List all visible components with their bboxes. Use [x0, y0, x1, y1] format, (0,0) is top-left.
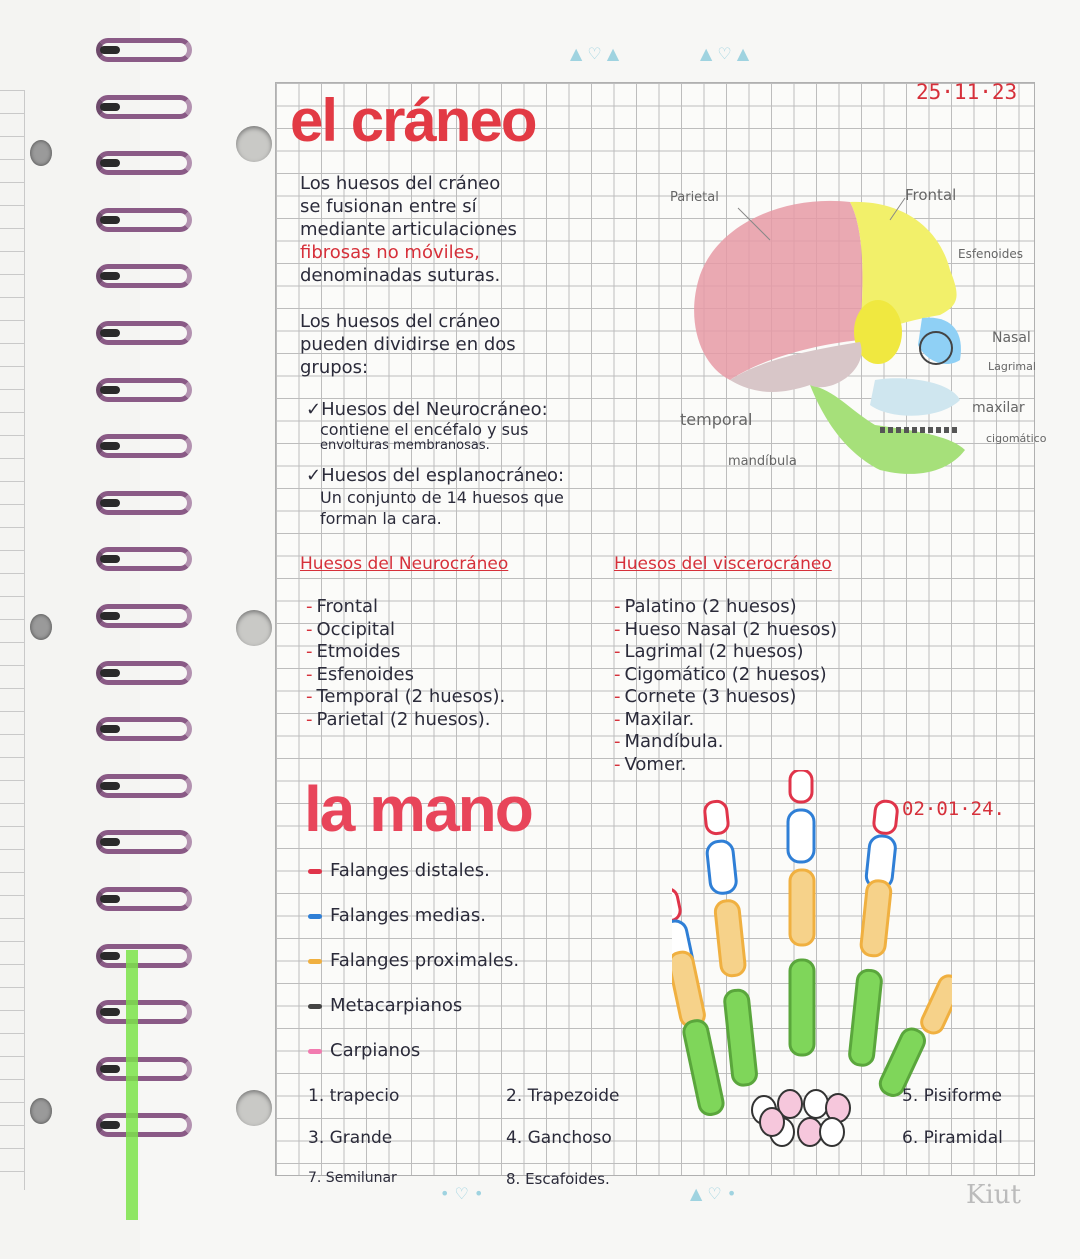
carpal-item: 3. Grande: [308, 1128, 393, 1148]
text-line: Los huesos del cráneo: [300, 173, 501, 194]
list-item: [614, 664, 837, 687]
bullet-dash: -: [306, 663, 313, 685]
label-temporal: temporal: [680, 410, 753, 429]
heart-doodle: ▲ ♡ ▲: [700, 44, 750, 63]
list-item: [614, 686, 837, 709]
carpal-bone: [760, 1108, 784, 1136]
distal-phalanx: [704, 800, 729, 834]
date-label: 25·11·23: [916, 80, 1018, 104]
list-item-text: Mandíbula.: [624, 731, 724, 752]
hand-date: 02·01·24.: [902, 798, 1005, 820]
page-title: el cráneo: [290, 87, 536, 154]
list-item-text: Maxilar.: [624, 708, 695, 730]
legend-item: [308, 905, 486, 926]
hand-illustration: [672, 770, 952, 1170]
label-parietal: Parietal: [670, 190, 719, 205]
ring-shadow: [100, 386, 120, 394]
carpal-item: 6. Piramidal: [902, 1128, 1003, 1148]
legend-item: [308, 950, 519, 971]
list-item: [306, 596, 505, 619]
bullet-dash: -: [614, 641, 621, 662]
green-tab: [126, 950, 138, 1220]
maxilar-bone: [870, 378, 960, 415]
legend-swatch: [308, 869, 322, 874]
list-item: [614, 619, 837, 642]
text-line: Los huesos del cráneo: [300, 311, 501, 332]
bullet-dash: -: [614, 663, 621, 685]
ring-shadow: [100, 782, 120, 790]
ring-shadow: [100, 952, 120, 960]
list-item: [306, 709, 505, 732]
carpal-item: 5. Pisiforme: [902, 1086, 1002, 1106]
list-item: [306, 664, 505, 687]
list-item-text: Cigomático (2 huesos): [624, 663, 827, 685]
list-item: [614, 596, 837, 619]
carpal-item: 4. Ganchoso: [506, 1128, 612, 1148]
signature: Kiut: [966, 1180, 1021, 1210]
bullet-dash: -: [306, 596, 313, 617]
bullet-dash: -: [614, 708, 621, 730]
text-line: grupos:: [300, 357, 369, 378]
carpal-bone: [804, 1090, 828, 1118]
middle-phalanx: [788, 810, 814, 862]
list-item-text: Parietal (2 huesos).: [316, 708, 491, 730]
legend-label: Falanges proximales.: [330, 950, 520, 971]
legend-swatch: [308, 1049, 322, 1054]
label-frontal: Frontal: [905, 186, 957, 204]
ring-shadow: [100, 46, 120, 54]
legend-item: [308, 995, 462, 1016]
metacarpal: [724, 989, 758, 1086]
binder-hole: [30, 1098, 52, 1124]
proximal-phalanx: [790, 870, 814, 945]
legend-label: Metacarpianos: [330, 995, 463, 1016]
text-line: mediante articulaciones: [300, 219, 517, 240]
note-desc: contiene el encéfalo y sus: [320, 420, 529, 439]
legend-item: [308, 1040, 420, 1061]
list-item-text: Etmoides: [316, 641, 401, 662]
carpal-item: 2. Trapezoide: [506, 1086, 620, 1106]
ring-shadow: [100, 442, 120, 450]
legend-label: Falanges medias.: [330, 905, 486, 926]
bullet-dash: -: [614, 618, 621, 640]
legend-label: Falanges distales.: [330, 860, 490, 881]
legend-item: [308, 860, 490, 881]
label-esfenoides: Esfenoides: [958, 247, 1023, 261]
left-page-grid: [0, 90, 25, 1190]
note-title: ✓Huesos del esplanocráneo:: [306, 465, 565, 486]
carpal-bone: [820, 1118, 844, 1146]
heart-doodle: • ♡ •: [440, 1184, 484, 1203]
ring-shadow: [100, 612, 120, 620]
list-item: [614, 641, 837, 664]
hand-title: la mano: [304, 773, 532, 845]
bullet-dash: -: [614, 753, 621, 775]
ring-shadow: [100, 838, 120, 846]
list-item: [614, 731, 837, 754]
label-nasal: Nasal: [992, 330, 1031, 346]
ring-shadow: [100, 1121, 120, 1129]
bullet-dash: -: [614, 686, 621, 707]
metacarpal: [682, 1019, 725, 1117]
ring-shadow: [100, 1008, 120, 1016]
binder-hole: [236, 1090, 272, 1126]
text-line: pueden dividirse en dos: [300, 334, 516, 355]
list-item-text: Frontal: [316, 596, 379, 617]
text-fragment: se fusionan entre sí: [300, 196, 477, 217]
ring-shadow: [100, 725, 120, 733]
bullet-dash: -: [306, 618, 313, 640]
neurocraneo-list: [306, 596, 505, 731]
skull-illustration: [660, 180, 1060, 520]
note-desc: Un conjunto de 14 huesos que: [320, 488, 564, 507]
list-item-text: Palatino (2 huesos): [624, 596, 797, 617]
esplanocraneo-note: [306, 464, 564, 529]
binder-hole: [236, 610, 272, 646]
ring-shadow: [100, 1065, 120, 1073]
carpal-bone: [798, 1118, 822, 1146]
legend-swatch: [308, 1004, 322, 1009]
note-desc: envolturas membranosas.: [320, 438, 490, 453]
text-line: [300, 195, 517, 218]
proximal-phalanx: [714, 900, 746, 977]
distal-phalanx: [873, 800, 898, 834]
neurocraneo-note: [306, 398, 548, 452]
ring-shadow: [100, 103, 120, 111]
list-item: [306, 641, 505, 664]
text-line: fibrosas no móviles,: [300, 242, 480, 263]
groups-paragraph: [300, 310, 516, 379]
list-item-text: Vomer.: [624, 753, 687, 775]
list-item: [614, 709, 837, 732]
intro-paragraph: [300, 172, 517, 287]
ring-shadow: [100, 272, 120, 280]
carpal-item: 7. Semilunar: [308, 1170, 397, 1186]
note-title: ✓Huesos del Neurocráneo:: [306, 399, 548, 420]
label-lagrimal: Lagrimal: [988, 360, 1036, 373]
proximal-phalanx: [860, 880, 892, 957]
ring-shadow: [100, 669, 120, 677]
carpal-item: 8. Escafoides.: [506, 1170, 610, 1188]
label-cigomatico: cigomático: [986, 432, 1047, 445]
note-desc: forman la cara.: [320, 509, 442, 528]
list-item-text: Occipital: [316, 618, 395, 640]
legend-label: Carpianos: [330, 1040, 421, 1061]
ring-shadow: [100, 555, 120, 563]
bullet-dash: -: [614, 731, 621, 752]
bullet-dash: -: [306, 708, 313, 730]
binder-hole: [236, 126, 272, 162]
text-line: denominadas suturas.: [300, 265, 501, 286]
viscerocraneo-heading: Huesos del viscerocráneo: [614, 554, 832, 574]
list-item: [306, 619, 505, 642]
bullet-dash: -: [306, 641, 313, 662]
list-item-text: Cornete (3 huesos): [624, 686, 797, 707]
neurocraneo-heading: Huesos del Neurocráneo: [300, 554, 509, 574]
list-item-text: Hueso Nasal (2 huesos): [624, 618, 838, 640]
distal-phalanx: [950, 938, 952, 979]
ring-shadow: [100, 216, 120, 224]
metacarpal: [790, 960, 814, 1055]
ring-shadow: [100, 499, 120, 507]
list-item: [306, 686, 505, 709]
list-item-text: Temporal (2 huesos).: [316, 686, 506, 707]
proximal-phalanx: [918, 973, 952, 1037]
nasal-bone: [918, 318, 961, 364]
heart-doodle: ▲ ♡ •: [690, 1184, 737, 1203]
carpal-item: 1. trapecio: [308, 1086, 400, 1106]
legend-swatch: [308, 914, 322, 919]
heart-doodle: ▲ ♡ ▲: [570, 44, 620, 63]
ring-shadow: [100, 159, 120, 167]
distal-phalanx: [790, 770, 812, 802]
list-item-text: Lagrimal (2 huesos): [624, 641, 804, 662]
list-item-text: Esfenoides: [316, 663, 414, 685]
label-maxilar: maxilar: [972, 400, 1025, 416]
middle-phalanx: [706, 840, 737, 894]
label-mandibula: mandíbula: [728, 454, 797, 469]
viscerocraneo-list: [614, 596, 837, 776]
bullet-dash: -: [614, 596, 621, 617]
metacarpal: [849, 969, 883, 1066]
proximal-phalanx: [672, 950, 706, 1028]
ring-shadow: [100, 329, 120, 337]
bullet-dash: -: [306, 686, 313, 707]
binder-hole: [30, 140, 52, 166]
distal-phalanx: [672, 887, 682, 923]
legend-swatch: [308, 959, 322, 964]
binder-hole: [30, 614, 52, 640]
ring-shadow: [100, 895, 120, 903]
